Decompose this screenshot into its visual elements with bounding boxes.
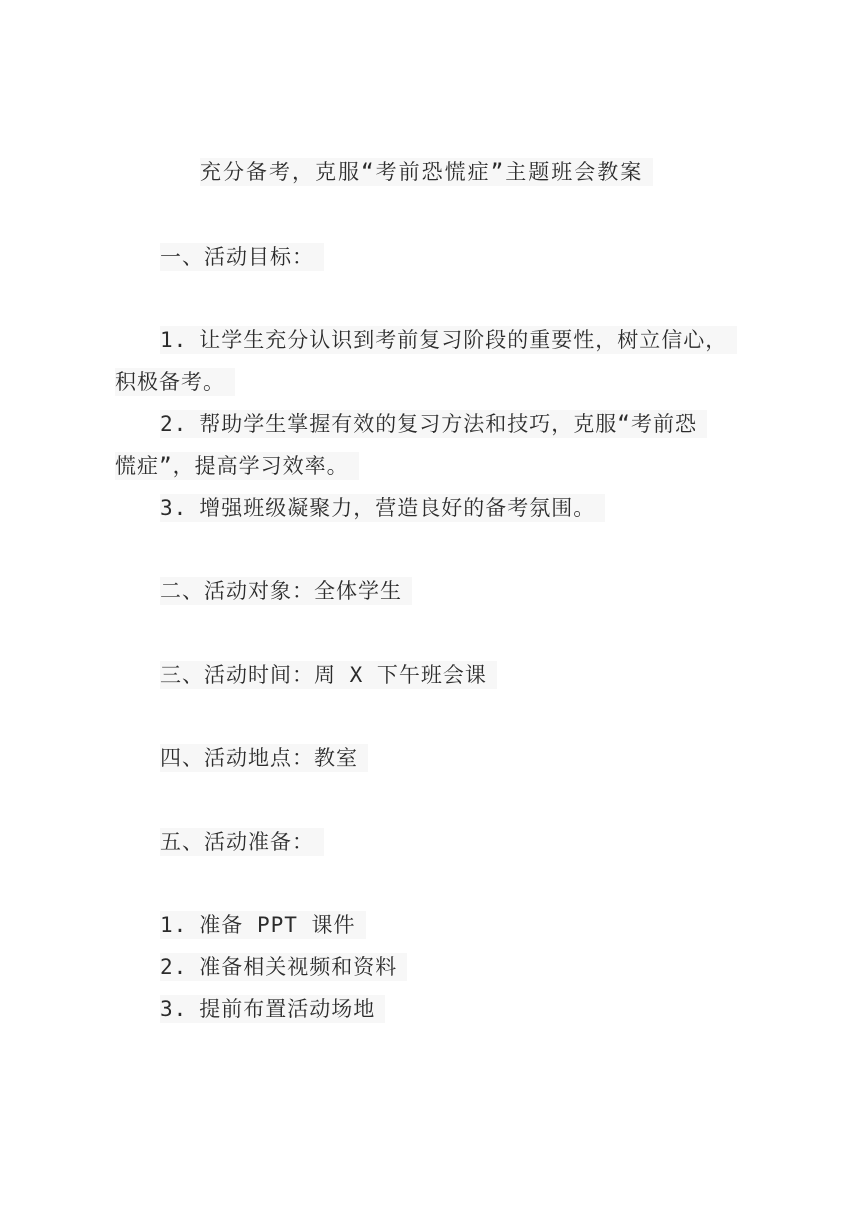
goal-item-1-continuation: 积极备考。: [115, 368, 235, 396]
prep-item-2-text: 准备相关视频和资料: [199, 955, 398, 979]
list-number: 2.: [160, 412, 188, 436]
prep-item-3: [160, 995, 385, 1023]
list-number: 3.: [160, 997, 188, 1021]
section-heading-preparation: 五、活动准备：: [160, 828, 324, 856]
goal-item-1-text: 让学生充分认识到考前复习阶段的重要性，树立信心，: [199, 328, 728, 352]
list-number: 1.: [160, 913, 188, 937]
goal-item-2: [160, 410, 707, 438]
goal-item-1: [160, 326, 737, 354]
prep-item-2: [160, 953, 407, 981]
section-heading-goals: 一、活动目标：: [160, 243, 324, 271]
goal-item-2-continuation: 慌症”，提高学习效率。: [115, 452, 359, 480]
section-heading-audience: 二、活动对象：全体学生: [160, 577, 412, 605]
prep-item-1-text: 准备 PPT 课件: [199, 913, 356, 937]
section-heading-location: 四、活动地点：教室: [160, 744, 368, 772]
list-number: 2.: [160, 955, 188, 979]
section-heading-time: 三、活动时间：周 X 下午班会课: [160, 661, 497, 689]
goal-item-3: [160, 494, 605, 522]
goal-item-2-text: 帮助学生掌握有效的复习方法和技巧，克服“考前恐: [199, 412, 697, 436]
prep-item-3-text: 提前布置活动场地: [199, 997, 376, 1021]
list-number: 3.: [160, 496, 188, 520]
document-title: 充分备考，克服“考前恐慌症”主题班会教案: [200, 158, 653, 186]
prep-item-1: [160, 911, 366, 939]
list-number: 1.: [160, 328, 188, 352]
goal-item-3-text: 增强班级凝聚力，营造良好的备考氛围。: [199, 496, 596, 520]
